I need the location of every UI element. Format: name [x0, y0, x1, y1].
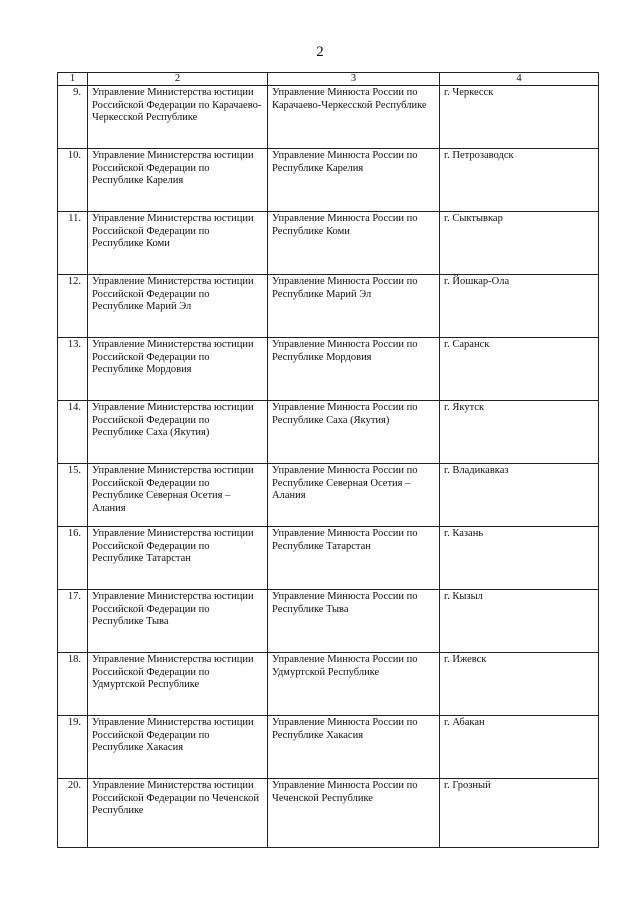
- header-cell: 3: [268, 73, 440, 86]
- table-row: [58, 338, 599, 401]
- city: г. Казань: [440, 527, 599, 590]
- short-agency-name: Управление Минюста России по Республике Северная Осетия – Алания: [268, 464, 440, 527]
- full-agency-name: Управление Министерства юстиции Российской Федерации по Удмуртской Республике: [88, 653, 268, 716]
- short-agency-name: Управление Минюста России по Республике Хакасия: [268, 716, 440, 779]
- row-number: 11.: [58, 212, 88, 275]
- agencies-table: [57, 72, 599, 848]
- short-agency-name: Управление Минюста России по Республике Мордовия: [268, 338, 440, 401]
- short-agency-name: Управление Минюста России по Чеченской Республике: [268, 779, 440, 848]
- short-agency-name: Управление Минюста России по Республике Татарстан: [268, 527, 440, 590]
- row-number: 13.: [58, 338, 88, 401]
- row-number: 16.: [58, 527, 88, 590]
- row-number: 17.: [58, 590, 88, 653]
- table-row: [58, 212, 599, 275]
- table-row: [58, 590, 599, 653]
- table-row: [58, 716, 599, 779]
- city: г. Черкесск: [440, 86, 599, 149]
- row-number: 18.: [58, 653, 88, 716]
- row-number: 15.: [58, 464, 88, 527]
- row-number: 14.: [58, 401, 88, 464]
- short-agency-name: Управление Минюста России по Республике Карелия: [268, 149, 440, 212]
- short-agency-name: Управление Минюста России по Карачаево-Черкесской Республике: [268, 86, 440, 149]
- table-row: [58, 86, 599, 149]
- full-agency-name: Управление Министерства юстиции Российской Федерации по Республике Марий Эл: [88, 275, 268, 338]
- city: г. Владикавказ: [440, 464, 599, 527]
- header-cell: 4: [440, 73, 599, 86]
- full-agency-name: Управление Министерства юстиции Российской Федерации по Республике Карелия: [88, 149, 268, 212]
- city: г. Кызыл: [440, 590, 599, 653]
- full-agency-name: Управление Министерства юстиции Российской Федерации по Карачаево-Черкесской Республике: [88, 86, 268, 149]
- row-number: 12.: [58, 275, 88, 338]
- row-number: 9.: [58, 86, 88, 149]
- city: г. Якутск: [440, 401, 599, 464]
- table-row: [58, 527, 599, 590]
- city: г. Йошкар-Ола: [440, 275, 599, 338]
- row-number: 10.: [58, 149, 88, 212]
- city: г. Саранск: [440, 338, 599, 401]
- full-agency-name: Управление Министерства юстиции Российской Федерации по Республике Саха (Якутия): [88, 401, 268, 464]
- row-number: 20.: [58, 779, 88, 848]
- city: г. Сыктывкар: [440, 212, 599, 275]
- short-agency-name: Управление Минюста России по Удмуртской Республике: [268, 653, 440, 716]
- full-agency-name: Управление Министерства юстиции Российской Федерации по Республике Северная Осетия – Алания: [88, 464, 268, 527]
- city: г. Абакан: [440, 716, 599, 779]
- header-cell: 2: [88, 73, 268, 86]
- table-row: [58, 779, 599, 848]
- short-agency-name: Управление Минюста России по Республике Тыва: [268, 590, 440, 653]
- city: г. Грозный: [440, 779, 599, 848]
- table-row: [58, 464, 599, 527]
- header-cell: 1: [58, 73, 88, 86]
- short-agency-name: Управление Минюста России по Республике Коми: [268, 212, 440, 275]
- table-row: [58, 275, 599, 338]
- city: г. Ижевск: [440, 653, 599, 716]
- short-agency-name: Управление Минюста России по Республике Марий Эл: [268, 275, 440, 338]
- full-agency-name: Управление Министерства юстиции Российской Федерации по Республике Тыва: [88, 590, 268, 653]
- row-number: 19.: [58, 716, 88, 779]
- city: г. Петрозаводск: [440, 149, 599, 212]
- full-agency-name: Управление Министерства юстиции Российской Федерации по Республике Хакасия: [88, 716, 268, 779]
- table-row: [58, 149, 599, 212]
- full-agency-name: Управление Министерства юстиции Российской Федерации по Республике Татарстан: [88, 527, 268, 590]
- full-agency-name: Управление Министерства юстиции Российской Федерации по Республике Коми: [88, 212, 268, 275]
- full-agency-name: Управление Министерства юстиции Российской Федерации по Чеченской Республике: [88, 779, 268, 848]
- page-number: 2: [316, 44, 324, 60]
- full-agency-name: Управление Министерства юстиции Российской Федерации по Республике Мордовия: [88, 338, 268, 401]
- table-row: [58, 401, 599, 464]
- short-agency-name: Управление Минюста России по Республике Саха (Якутия): [268, 401, 440, 464]
- table-row: [58, 653, 599, 716]
- table-header-row: [58, 73, 599, 86]
